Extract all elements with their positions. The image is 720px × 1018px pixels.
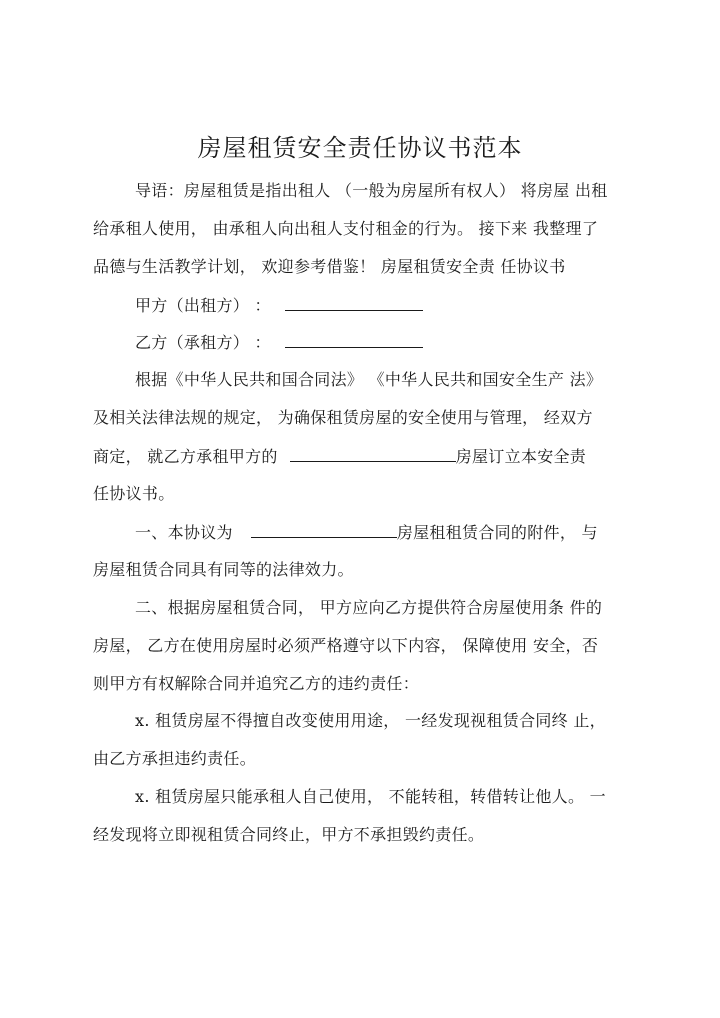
item-2-line-2: 经发现将立即视租赁合同终止，甲方不承担毁约责任。 (93, 825, 485, 844)
clause-2-line-3: 则甲方有权解除合同并追究乙方的违约责任： (93, 674, 420, 693)
clause-1-end: 房屋租租赁合同的附件， 与 (396, 523, 598, 542)
basis-line-2: 及相关法律法规的规定， 为确保租赁房屋的安全使用与管理， 经双方 (93, 408, 593, 427)
intro-line-1: 导语：房屋租赁是指出租人 （一般为房屋所有权人） 将房屋 出租 (135, 181, 608, 200)
clause-1-line-1 (135, 522, 598, 543)
party-a-row (135, 295, 423, 316)
item-1-line-2: 由乙方承担违约责任。 (93, 749, 257, 768)
basis-line-3-end: 房屋订立本安全责 (455, 447, 587, 466)
clause-2-line-2: 房屋， 乙方在使用房屋时必须严格遵守以下内容， 保障使用 安全，否 (93, 636, 599, 655)
clause-1-start: 一、本协议为 (135, 523, 233, 542)
item-2-line-1: x. 租赁房屋只能承租人自己使用， 不能转租，转借转让他人。 一 (135, 787, 606, 806)
clause-1-line-2: 房屋租赁合同具有同等的法律效力。 (93, 560, 354, 579)
party-b-row (135, 332, 423, 353)
basis-line-3-start: 商定， 就乙方承租甲方的 (93, 447, 278, 466)
party-b-label: 乙方（承租方） ： (135, 333, 271, 352)
agreement-blank[interactable] (251, 522, 397, 538)
item-1-line-1: x. 租赁房屋不得擅自改变使用用途， 一经发现视租赁合同终 止， (135, 711, 606, 730)
party-a-label: 甲方（出租方） ： (135, 296, 271, 315)
basis-line-4: 任协议书。 (93, 484, 175, 503)
intro-line-3: 品德与生活教学计划， 欢迎参考借鉴！ 房屋租赁安全责 任协议书 (93, 257, 566, 276)
party-a-blank[interactable] (285, 295, 423, 311)
clause-2-line-1: 二、根据房屋租赁合同， 甲方应向乙方提供符合房屋使用条 件的 (135, 598, 603, 617)
basis-line-3 (93, 446, 586, 467)
house-address-blank[interactable] (290, 446, 456, 462)
party-b-blank[interactable] (285, 332, 423, 348)
basis-line-1: 根据《中华人民共和国合同法》 《中华人民共和国安全生产 法》 (135, 370, 603, 389)
page-title: 房屋租赁安全责任协议书范本 (197, 134, 523, 162)
intro-line-2: 给承租人使用， 由承租人向出租人支付租金的行为。 接下来 我整理了 (93, 219, 599, 238)
